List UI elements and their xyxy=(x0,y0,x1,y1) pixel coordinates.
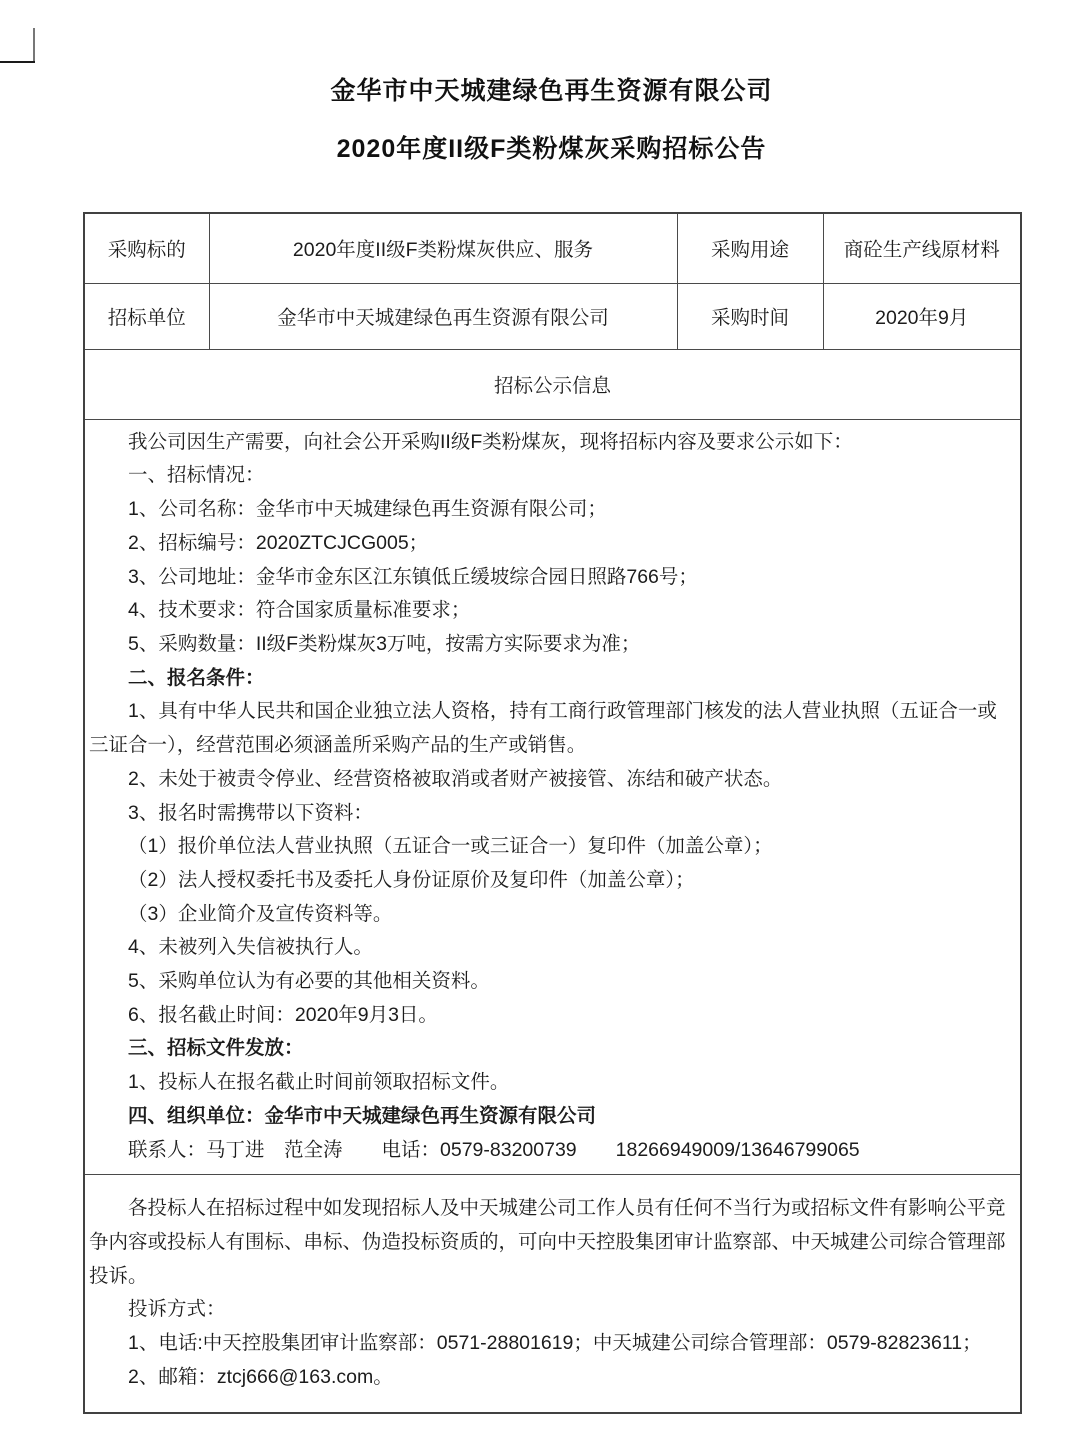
procurement-subject-value: 2020年度II级F类粉煤灰供应、服务 xyxy=(209,213,677,283)
body-line-document-pickup: 1、投标人在报名截止时间前领取招标文件。 xyxy=(128,1071,510,1094)
notice-line-email: 2、邮箱：ztcj666@163.com。 xyxy=(128,1365,393,1388)
body-line-tender-number: 2、招标编号：2020ZTCJCG005； xyxy=(128,531,429,554)
section-header-tender-info: 招标公示信息 xyxy=(84,349,1021,419)
body-line-deadline: 6、报名截止时间：2020年9月3日。 xyxy=(128,1003,438,1026)
body-line-condition-2: 2、未处于被责令停业、经营资格被取消或者财产被接管、冻结和破产状态。 xyxy=(128,767,783,790)
complaint-notice-cell xyxy=(84,1174,1021,1413)
table-row xyxy=(84,419,1021,1174)
body-line-material-3: （3）企业简介及宣传资料等。 xyxy=(128,902,393,925)
procurement-purpose-value: 商砼生产线原材料 xyxy=(823,213,1021,283)
scan-corner-mark-vertical xyxy=(33,28,35,62)
procurement-time-label: 采购时间 xyxy=(677,283,823,349)
body-line-condition-1: 1、具有中华人民共和国企业独立法人资格，持有工商行政管理部门核发的法人营业执照（五证合一或三证合一），经营范围必须涵盖所采购产品的生产或销售。 xyxy=(89,700,997,757)
tender-body-cell xyxy=(84,419,1021,1174)
body-line-material-2: （2）法人授权委托书及委托人身份证原价及复印件（加盖公章）； xyxy=(128,868,695,891)
page-title: 金华市中天城建绿色再生资源有限公司 xyxy=(330,77,773,105)
body-line-section3: 三、招标文件发放： xyxy=(128,1037,304,1060)
body-line-section2: 二、报名条件： xyxy=(128,666,265,689)
body-line-condition-3: 3、报名时需携带以下资料： xyxy=(128,801,373,824)
table-row xyxy=(84,213,1021,283)
notice-line-method-title: 投诉方式： xyxy=(128,1298,226,1321)
body-line-company-address: 3、公司地址：金华市金东区江东镇低丘缓坡综合园日照路766号； xyxy=(128,565,698,588)
table-row xyxy=(84,1174,1021,1413)
notice-line-phone: 1、电话:中天控股集团审计监察部：0571-28801619；中天城建公司综合管理部：0579-82823611； xyxy=(128,1331,982,1354)
procurement-time-value: 2020年9月 xyxy=(823,283,1021,349)
tender-unit-label: 招标单位 xyxy=(84,283,209,349)
tender-unit-value: 金华市中天城建绿色再生资源有限公司 xyxy=(209,283,677,349)
procurement-subject-label: 采购标的 xyxy=(84,213,209,283)
body-line-procurement-quantity: 5、采购数量：II级F类粉煤灰3万吨，按需方实际要求为准； xyxy=(128,632,641,655)
body-line-intro: 我公司因生产需要，向社会公开采购II级F类粉煤灰，现将招标内容及要求公示如下： xyxy=(128,430,853,453)
scan-corner-mark-horizontal xyxy=(0,61,35,63)
body-line-section4-organizer: 四、组织单位：金华市中天城建绿色再生资源有限公司 xyxy=(128,1104,597,1127)
body-line-condition-4: 4、未被列入失信被执行人。 xyxy=(128,936,373,959)
announcement-table xyxy=(83,212,1022,1414)
body-line-section1: 一、招标情况： xyxy=(128,464,265,487)
procurement-purpose-label: 采购用途 xyxy=(677,213,823,283)
body-line-technical-requirements: 4、技术要求：符合国家质量标准要求； xyxy=(128,599,471,622)
body-line-contacts: 联系人：马丁进 范全涛 电话：0579-83200739 18266949009/13646799065 xyxy=(128,1138,860,1161)
table-row xyxy=(84,283,1021,349)
page-subtitle: 2020年度II级F类粉煤灰采购招标公告 xyxy=(336,135,767,163)
body-line-condition-5: 5、采购单位认为有必要的其他相关资料。 xyxy=(128,970,490,993)
body-line-material-1: （1）报价单位法人营业执照（五证合一或三证合一）复印件（加盖公章）； xyxy=(128,835,773,858)
table-row xyxy=(84,349,1021,419)
body-line-company-name: 1、公司名称：金华市中天城建绿色再生资源有限公司； xyxy=(128,498,607,521)
notice-line-complaint: 各投标人在招标过程中如发现招标人及中天城建公司工作人员有任何不当行为或招标文件有影响公平竞争内容或投标人有围标、串标、伪造投标资质的，可向中天控股集团审计监察部、中天城建公司综合管理部投诉。 xyxy=(89,1197,1006,1287)
